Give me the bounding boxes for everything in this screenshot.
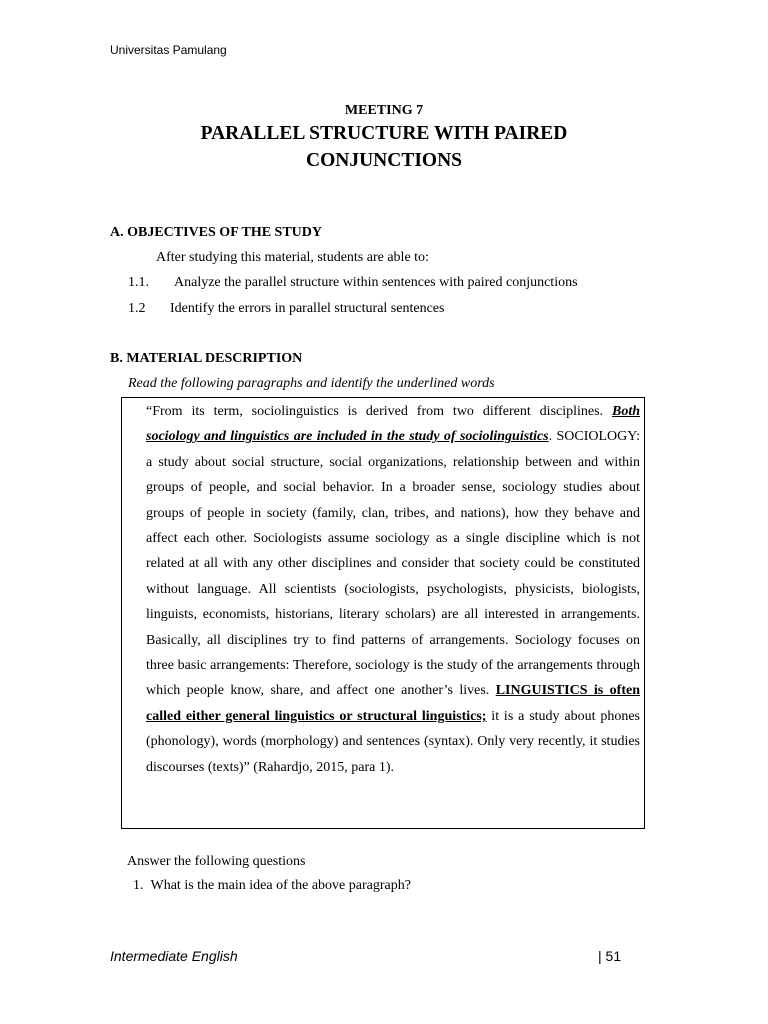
meeting-label: MEETING 7	[344, 103, 424, 118]
objectives-intro: After studying this material, students are able to:	[156, 250, 429, 265]
questions-intro: Answer the following questions	[127, 854, 306, 869]
question-1-number: 1.	[133, 878, 144, 893]
objective-number-1: 1.1.	[128, 275, 149, 290]
question-1	[133, 878, 411, 894]
question-1-text: What is the main idea of the above paragraph?	[150, 878, 411, 893]
underlined-phrase-1: Both sociology and linguistics are included in the study of sociolinguistics	[146, 404, 640, 445]
section-b-instruction: Read the following paragraphs and identify the underlined words	[128, 376, 495, 391]
underlined-phrase-2: LINGUISTICS is often called either general linguistics or structural linguistics;	[146, 683, 640, 724]
passage-part-2: . SOCIOLOGY: a study about social structure, social organizations, relationship between and within groups of people, and social behavior. In a broader sense, sociology studies about groups of people in society (family, clan, tribes, and nations), how they behave and affect each other. Sociologists assume sociology as a single discipline which is not related at all with any other disciplines and consider that society could be constituted without language. All scientists (sociologists, psychologists, physicists, biologists, linguists, economists, historians, literary scholars) are all interested in arrangements. Basically, all disciplines try to find patterns of arrangements. Sociology focuses on three basic arrangements: Therefore, sociology is the study of the arrangements through which people know, share, and affect one another’s lives.	[146, 429, 640, 699]
footer-page-number: | 51	[598, 948, 622, 964]
section-b-heading: B. MATERIAL DESCRIPTION	[110, 351, 303, 366]
running-header: Universitas Pamulang	[110, 43, 227, 57]
objective-number-2: 1.2	[128, 301, 146, 316]
passage-text	[146, 399, 640, 780]
footer-course-title: Intermediate English	[110, 948, 238, 964]
page-title-line-2: CONJUNCTIONS	[305, 150, 463, 171]
objective-text-1: Analyze the parallel structure within sentences with paired conjunctions	[174, 275, 578, 290]
passage-part-1: “From its term, sociolinguistics is derived from two different disciplines.	[146, 404, 612, 419]
passage-part-3: it is a study about phones (phonology), words (morphology) and sentences (syntax). Only very recently, it studies discourses (texts)” (Rahardjo, 2015, para 1).	[146, 708, 640, 775]
page-title-line-1: PARALLEL STRUCTURE WITH PAIRED	[200, 123, 568, 144]
section-a-heading: A. OBJECTIVES OF THE STUDY	[110, 225, 322, 240]
objective-text-2: Identify the errors in parallel structural sentences	[170, 301, 445, 316]
